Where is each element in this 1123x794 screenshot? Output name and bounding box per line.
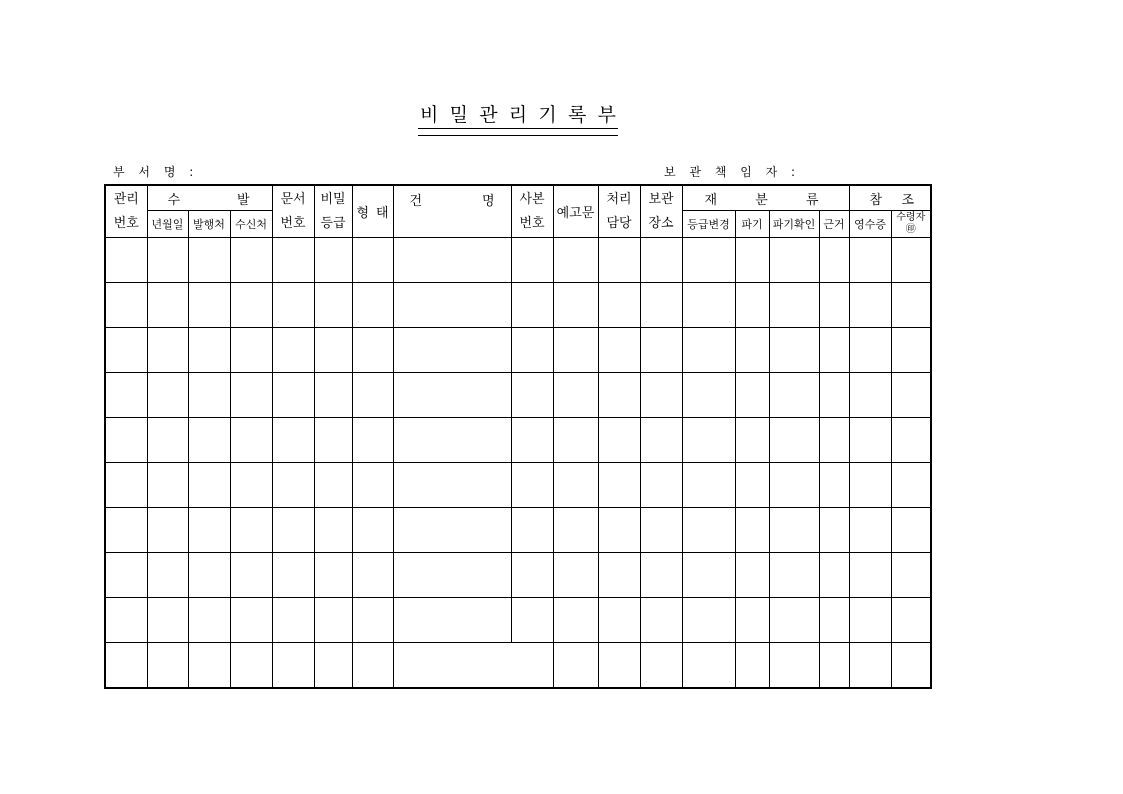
- ledger-cell[interactable]: [511, 418, 553, 463]
- ledger-cell[interactable]: [230, 643, 272, 689]
- ledger-cell[interactable]: [769, 643, 819, 689]
- ledger-cell[interactable]: [849, 508, 891, 553]
- ledger-cell[interactable]: [849, 373, 891, 418]
- ledger-cell[interactable]: [682, 598, 735, 643]
- ledger-cell[interactable]: [598, 373, 640, 418]
- ledger-cell[interactable]: [769, 373, 819, 418]
- ledger-cell[interactable]: [230, 328, 272, 373]
- header-reclassification: 재 분 류: [682, 185, 849, 211]
- ledger-cell[interactable]: [188, 508, 230, 553]
- ledger-cell[interactable]: [735, 283, 769, 328]
- ledger-cell[interactable]: [891, 328, 931, 373]
- ledger-cell[interactable]: [314, 373, 352, 418]
- ledger-cell[interactable]: [640, 283, 682, 328]
- ledger-cell[interactable]: [188, 598, 230, 643]
- ledger-cell[interactable]: [188, 643, 230, 689]
- ledger-cell[interactable]: [640, 373, 682, 418]
- ledger-cell[interactable]: [393, 373, 511, 418]
- ledger-cell[interactable]: [230, 598, 272, 643]
- ledger-cell[interactable]: [819, 463, 849, 508]
- ledger-cell[interactable]: [352, 328, 393, 373]
- ledger-cell[interactable]: [891, 508, 931, 553]
- ledger-cell[interactable]: [230, 508, 272, 553]
- ledger-cell[interactable]: [640, 598, 682, 643]
- ledger-cell[interactable]: [819, 598, 849, 643]
- ledger-cell[interactable]: [511, 373, 553, 418]
- ledger-cell[interactable]: [393, 553, 511, 598]
- ledger-cell[interactable]: [598, 553, 640, 598]
- header-grade-change: 등급변경: [682, 211, 735, 238]
- header-basis: 근거: [819, 211, 849, 238]
- header-receipt: 영수증: [849, 211, 891, 238]
- ledger-row: [105, 598, 931, 643]
- ledger-row: [105, 418, 931, 463]
- ledger-cell[interactable]: [891, 283, 931, 328]
- header-handler: 처리 담당: [598, 185, 640, 238]
- ledger-cell[interactable]: [511, 598, 553, 643]
- ledger-cell[interactable]: [230, 553, 272, 598]
- ledger-cell[interactable]: [147, 238, 188, 283]
- ledger-cell[interactable]: [105, 238, 147, 283]
- ledger-cell[interactable]: [511, 553, 553, 598]
- ledger-cell[interactable]: [147, 553, 188, 598]
- ledger-cell[interactable]: [682, 553, 735, 598]
- ledger-cell[interactable]: [891, 643, 931, 689]
- ledger-cell[interactable]: [352, 238, 393, 283]
- ledger-cell[interactable]: [598, 418, 640, 463]
- ledger-cell[interactable]: [352, 418, 393, 463]
- ledger-cell[interactable]: [769, 418, 819, 463]
- ledger-cell[interactable]: [314, 328, 352, 373]
- ledger-cell[interactable]: [511, 508, 553, 553]
- ledger-cell[interactable]: [272, 283, 314, 328]
- ledger-cell[interactable]: [314, 643, 352, 689]
- ledger-cell[interactable]: [553, 373, 598, 418]
- ledger-cell[interactable]: [393, 643, 553, 689]
- title-char: 리: [508, 104, 528, 126]
- ledger-cell[interactable]: [272, 238, 314, 283]
- ledger-cell[interactable]: [553, 553, 598, 598]
- ledger-cell[interactable]: [230, 373, 272, 418]
- ledger-cell[interactable]: [105, 463, 147, 508]
- ledger-cell[interactable]: [352, 508, 393, 553]
- ledger-cell[interactable]: [819, 328, 849, 373]
- ledger-cell[interactable]: [511, 238, 553, 283]
- header-reference: 참 조: [849, 185, 931, 211]
- ledger-cell[interactable]: [849, 463, 891, 508]
- ledger-cell[interactable]: [735, 508, 769, 553]
- ledger-cell[interactable]: [682, 238, 735, 283]
- ledger-cell[interactable]: [819, 508, 849, 553]
- header-destroy: 파기: [735, 211, 769, 238]
- title-char: 부: [597, 104, 616, 126]
- header-send-receive: 수 발: [147, 185, 272, 211]
- ledger-cell[interactable]: [105, 328, 147, 373]
- ledger-cell[interactable]: [105, 508, 147, 553]
- ledger-cell[interactable]: [105, 283, 147, 328]
- header-notice: 예고문: [553, 185, 598, 238]
- ledger-cell[interactable]: [188, 283, 230, 328]
- ledger-cell[interactable]: [640, 643, 682, 689]
- ledger-cell[interactable]: [352, 598, 393, 643]
- ledger-cell[interactable]: [769, 238, 819, 283]
- ledger-cell[interactable]: [393, 238, 511, 283]
- ledger-cell[interactable]: [393, 283, 511, 328]
- ledger-cell[interactable]: [553, 463, 598, 508]
- ledger-cell[interactable]: [891, 598, 931, 643]
- ledger-cell[interactable]: [682, 283, 735, 328]
- ledger-cell[interactable]: [553, 508, 598, 553]
- header-form: 형 태: [352, 185, 393, 238]
- ledger-cell[interactable]: [553, 598, 598, 643]
- ledger-cell[interactable]: [891, 373, 931, 418]
- ledger-cell[interactable]: [891, 463, 931, 508]
- ledger-cell[interactable]: [891, 238, 931, 283]
- ledger-cell[interactable]: [272, 508, 314, 553]
- title-char: 비: [420, 104, 439, 126]
- header-receiver: 수령자 ㊞: [891, 211, 931, 238]
- ledger-cell[interactable]: [553, 643, 598, 689]
- ledger-cell[interactable]: [819, 238, 849, 283]
- ledger-cell[interactable]: [105, 598, 147, 643]
- header-destroy-confirm: 파기확인: [769, 211, 819, 238]
- ledger-cell[interactable]: [598, 508, 640, 553]
- ledger-cell[interactable]: [147, 373, 188, 418]
- header-copy-no: 사본 번호: [511, 185, 553, 238]
- ledger-cell[interactable]: [272, 553, 314, 598]
- ledger-cell[interactable]: [511, 283, 553, 328]
- ledger-cell[interactable]: [819, 553, 849, 598]
- title-char: 록: [567, 104, 587, 126]
- ledger-cell[interactable]: [849, 598, 891, 643]
- ledger-cell[interactable]: [849, 283, 891, 328]
- ledger-cell[interactable]: [849, 328, 891, 373]
- ledger-cell[interactable]: [352, 283, 393, 328]
- ledger-cell[interactable]: [272, 328, 314, 373]
- ledger-cell[interactable]: [188, 238, 230, 283]
- ledger-cell[interactable]: [393, 508, 511, 553]
- ledger-cell[interactable]: [819, 643, 849, 689]
- ledger-cell[interactable]: [147, 508, 188, 553]
- ledger-cell[interactable]: [188, 553, 230, 598]
- ledger-cell[interactable]: [769, 508, 819, 553]
- title-double-underline: [418, 128, 618, 136]
- ledger-cell[interactable]: [769, 283, 819, 328]
- ledger-row: [105, 238, 931, 283]
- ledger-cell[interactable]: [352, 463, 393, 508]
- ledger-cell[interactable]: [735, 373, 769, 418]
- ledger-cell[interactable]: [640, 328, 682, 373]
- ledger-cell[interactable]: [147, 328, 188, 373]
- ledger-cell[interactable]: [640, 463, 682, 508]
- ledger-cell[interactable]: [891, 418, 931, 463]
- ledger-cell[interactable]: [188, 418, 230, 463]
- ledger-row: [105, 643, 931, 689]
- ledger-cell[interactable]: [314, 238, 352, 283]
- ledger-cell[interactable]: [769, 598, 819, 643]
- ledger-row: [105, 508, 931, 553]
- ledger-cell[interactable]: [598, 643, 640, 689]
- ledger-cell[interactable]: [735, 643, 769, 689]
- ledger-cell[interactable]: [230, 418, 272, 463]
- ledger-cell[interactable]: [735, 238, 769, 283]
- ledger-cell[interactable]: [553, 238, 598, 283]
- ledger-cell[interactable]: [682, 418, 735, 463]
- ledger-cell[interactable]: [147, 598, 188, 643]
- ledger-cell[interactable]: [598, 283, 640, 328]
- ledger-cell[interactable]: [769, 463, 819, 508]
- header-storage: 보관 장소: [640, 185, 682, 238]
- ledger-cell[interactable]: [849, 418, 891, 463]
- ledger-cell[interactable]: [272, 463, 314, 508]
- ledger-cell[interactable]: [640, 508, 682, 553]
- ledger-cell[interactable]: [314, 598, 352, 643]
- secret-management-ledger-table: [104, 184, 932, 689]
- department-label: 부 서 명 :: [113, 165, 199, 179]
- ledger-cell[interactable]: [682, 328, 735, 373]
- header-secret-grade: 비밀 등급: [314, 185, 352, 238]
- header-mgmt-no: 관리 번호: [105, 185, 147, 238]
- ledger-cell[interactable]: [598, 238, 640, 283]
- ledger-row: [105, 328, 931, 373]
- ledger-cell[interactable]: [598, 463, 640, 508]
- ledger-cell[interactable]: [849, 238, 891, 283]
- ledger-cell[interactable]: [147, 283, 188, 328]
- header-date: 년월일: [147, 211, 188, 238]
- ledger-cell[interactable]: [682, 508, 735, 553]
- ledger-cell[interactable]: [891, 553, 931, 598]
- ledger-cell[interactable]: [314, 553, 352, 598]
- ledger-cell[interactable]: [105, 373, 147, 418]
- ledger-cell[interactable]: [511, 463, 553, 508]
- ledger-cell[interactable]: [553, 418, 598, 463]
- title-char: 기: [538, 104, 557, 126]
- ledger-body: [105, 238, 931, 689]
- ledger-cell[interactable]: [352, 553, 393, 598]
- ledger-cell[interactable]: [230, 463, 272, 508]
- title-char: 밀: [449, 104, 468, 126]
- ledger-cell[interactable]: [769, 553, 819, 598]
- ledger-cell[interactable]: [314, 418, 352, 463]
- ledger-cell[interactable]: [314, 283, 352, 328]
- ledger-cell[interactable]: [272, 643, 314, 689]
- ledger-cell[interactable]: [105, 418, 147, 463]
- ledger-cell[interactable]: [393, 463, 511, 508]
- ledger-cell[interactable]: [849, 643, 891, 689]
- ledger-cell[interactable]: [272, 373, 314, 418]
- ledger-cell[interactable]: [393, 598, 511, 643]
- ledger-cell[interactable]: [640, 238, 682, 283]
- ledger-row: [105, 283, 931, 328]
- ledger-cell[interactable]: [393, 328, 511, 373]
- ledger-cell[interactable]: [819, 418, 849, 463]
- ledger-cell[interactable]: [272, 598, 314, 643]
- ledger-cell[interactable]: [188, 373, 230, 418]
- ledger-row: [105, 553, 931, 598]
- header-subject: 건 명: [393, 185, 511, 238]
- ledger-cell[interactable]: [819, 373, 849, 418]
- ledger-cell[interactable]: [682, 643, 735, 689]
- ledger-cell[interactable]: [230, 283, 272, 328]
- ledger-cell[interactable]: [849, 553, 891, 598]
- ledger-cell[interactable]: [735, 553, 769, 598]
- ledger-cell[interactable]: [598, 328, 640, 373]
- ledger-cell[interactable]: [105, 643, 147, 689]
- ledger-cell[interactable]: [272, 418, 314, 463]
- ledger-cell[interactable]: [511, 328, 553, 373]
- ledger-cell[interactable]: [188, 328, 230, 373]
- ledger-cell[interactable]: [735, 418, 769, 463]
- ledger-cell[interactable]: [393, 418, 511, 463]
- ledger-cell[interactable]: [598, 598, 640, 643]
- ledger-cell[interactable]: [769, 328, 819, 373]
- ledger-cell[interactable]: [735, 463, 769, 508]
- ledger-cell[interactable]: [105, 553, 147, 598]
- title-char: 관: [479, 104, 498, 126]
- ledger-row: [105, 463, 931, 508]
- ledger-cell[interactable]: [682, 463, 735, 508]
- ledger-cell[interactable]: [314, 508, 352, 553]
- header-issuer: 발행처: [188, 211, 230, 238]
- ledger-cell[interactable]: [352, 643, 393, 689]
- ledger-cell[interactable]: [352, 373, 393, 418]
- ledger-cell[interactable]: [640, 418, 682, 463]
- ledger-cell[interactable]: [553, 328, 598, 373]
- ledger-cell[interactable]: [314, 463, 352, 508]
- ledger-cell[interactable]: [147, 463, 188, 508]
- ledger-cell[interactable]: [735, 328, 769, 373]
- custodian-label: 보 관 책 임 자 :: [664, 165, 801, 179]
- ledger-cell[interactable]: [188, 463, 230, 508]
- ledger-cell[interactable]: [735, 598, 769, 643]
- ledger-cell[interactable]: [147, 418, 188, 463]
- ledger-cell[interactable]: [640, 553, 682, 598]
- ledger-cell[interactable]: [682, 373, 735, 418]
- header-recipient: 수신처: [230, 211, 272, 238]
- ledger-cell[interactable]: [147, 643, 188, 689]
- ledger-cell[interactable]: [553, 283, 598, 328]
- ledger-row: [105, 373, 931, 418]
- ledger-cell[interactable]: [230, 238, 272, 283]
- header-doc-no: 문서 번호: [272, 185, 314, 238]
- ledger-cell[interactable]: [819, 283, 849, 328]
